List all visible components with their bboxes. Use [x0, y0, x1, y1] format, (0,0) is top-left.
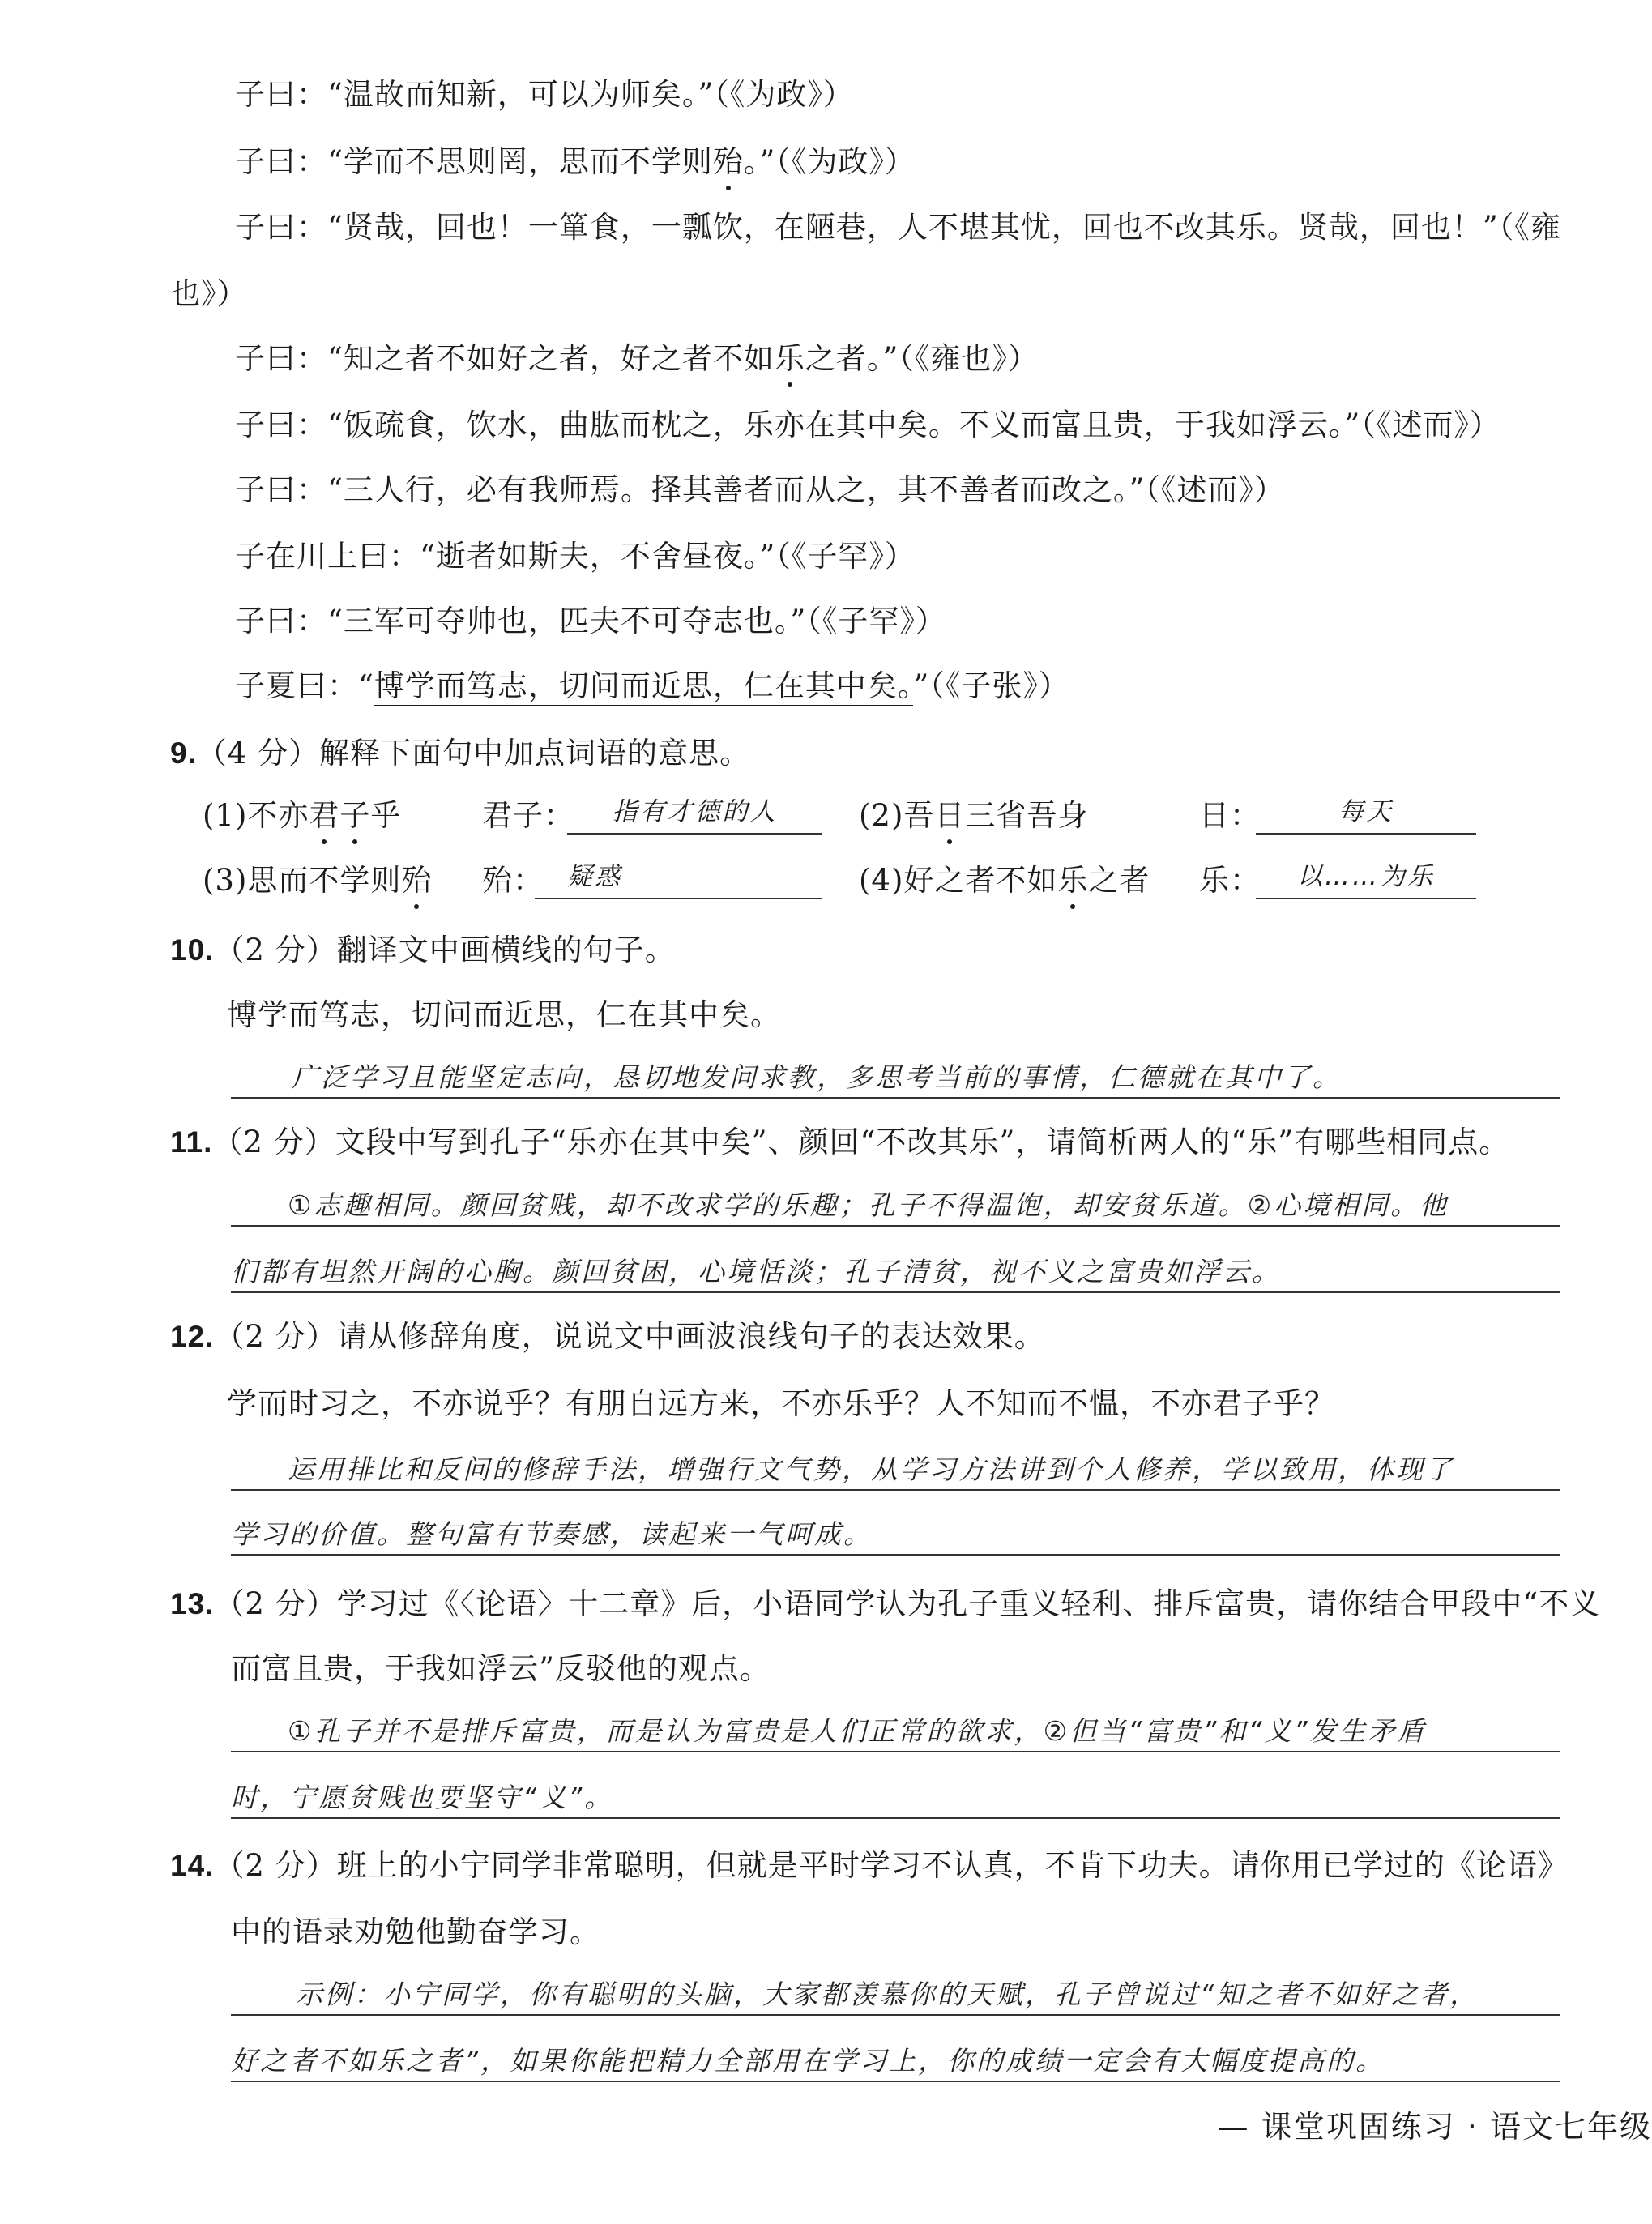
- underlined-sentence: 博学而笃志，切问而近思，仁在其中矣。: [374, 668, 914, 706]
- passage-line-5: 子曰：“知之者不如好之者，好之者不如乐之者。”（《雍也》）: [235, 339, 1039, 379]
- q13-answer-line-2: 时，宁愿贫贱也要坚守“义”。: [231, 1782, 614, 1813]
- q10-sentence: 博学而笃志，切问而近思，仁在其中矣。: [227, 997, 781, 1032]
- q10-answer: 广泛学习且能坚定志向，恳切地发问求教，多思考当前的事情，仁德就在其中了。: [292, 1061, 1342, 1093]
- passage-line-4: 也》）: [170, 276, 248, 311]
- q9-item-3: (3)思而不学则殆: [203, 860, 432, 901]
- passage-line-10: 子夏曰：“博学而笃志，切问而近思，仁在其中矣。”（《子张》）: [235, 666, 1069, 706]
- q14-rule-1: [231, 2014, 1560, 2016]
- passage-line-9: 子曰：“三军可夺帅也，匹夫不可夺志也。”（《子罕》）: [235, 604, 946, 638]
- q13-prompt-cont: 而富且贵，于我如浮云”反驳他的观点。: [231, 1651, 771, 1686]
- q14-rule-2: [231, 2081, 1560, 2082]
- q11-answer-line-1: ①志趣相同。颜回贫贱，却不改求学的乐趣；孔子不得温饱，却安贫乐道。②心境相同。他: [288, 1189, 1449, 1221]
- q13-title: 13.（2 分）学习过《〈论语〉十二章》后，小语同学认为孔子重义轻利、排斥富贵，请你结合甲段中“不义: [170, 1586, 1601, 1621]
- q9-answer-4-line: [1256, 898, 1476, 899]
- q13-answer-line-1: ①孔子并不是排斥富贵，而是认为富贵是人们正常的欲求，②但当“富贵”和“义”发生矛盾: [288, 1715, 1427, 1747]
- q9-answer-3-line: [535, 898, 822, 899]
- q9-answer-1: 指有才德的人: [612, 797, 778, 826]
- passage-line-3: 子曰：“贤哉，回也！一箪食，一瓢饮，在陋巷，人不堪其忧，回也不改其乐。贤哉，回也！”（《雍: [235, 210, 1561, 245]
- q9-answer-2: 每天: [1338, 797, 1394, 826]
- q11-rule-2: [231, 1291, 1560, 1293]
- page-footer: — 课堂巩固练习 · 语文七年级: [1217, 2109, 1652, 2145]
- q14-prompt-cont: 中的语录劝勉他勤奋学习。: [231, 1915, 600, 1949]
- q9-item-2-word: 日：: [1199, 798, 1261, 833]
- passage-line-2: 子曰：“学而不思则罔，思而不学则殆。”（《为政》）: [235, 142, 916, 182]
- q9-answer-1-line: [567, 833, 822, 835]
- q10-title: 10.（2 分）翻译文中画横线的句子。: [170, 933, 676, 967]
- q14-answer-line-2: 好之者不如乐之者”，如果你能把精力全部用在学习上，你的成绩一定会有大幅度提高的。: [231, 2045, 1385, 2077]
- q14-title: 14.（2 分）班上的小宁同学非常聪明，但就是平时学习不认真，不肯下功夫。请你用已学过的《论语》: [170, 1848, 1569, 1883]
- q14-answer-line-1: 示例：小宁同学，你有聪明的头脑，大家都羡慕你的天赋，孔子曾说过“知之者不如好之者，: [296, 1979, 1479, 2010]
- q12-answer-line-1: 运用排比和反问的修辞手法，增强行文气势，从学习方法讲到个人修养，学以致用，体现了: [288, 1453, 1454, 1485]
- q9-item-1: (1)不亦君子乎: [203, 796, 401, 836]
- passage-line-7: 子曰：“三人行，必有我师焉。择其善者而从之，其不善者而改之。”（《述而》）: [235, 472, 1285, 507]
- q13-rule-2: [231, 1817, 1560, 1819]
- passage-line-8: 子在川上曰：“逝者如斯夫，不舍昼夜。”（《子罕》）: [235, 539, 916, 574]
- q12-answer-line-2: 学习的价值。整句富有节奏感，读起来一气呵成。: [231, 1518, 873, 1550]
- q9-item-4-word: 乐：: [1199, 863, 1261, 898]
- q9-item-2: (2)吾日三省吾身: [859, 796, 1088, 836]
- q9-item-1-word: 君子：: [482, 798, 574, 833]
- q9-answer-2-line: [1256, 833, 1476, 835]
- q9-item-3-word: 殆：: [482, 863, 544, 898]
- q9-answer-4: 以……为乐: [1297, 862, 1435, 891]
- q9-title: 9.（4 分）解释下面句中加点词语的意思。: [170, 736, 751, 771]
- q12-rule-1: [231, 1489, 1560, 1491]
- q11-title: 11.（2 分）文段中写到孔子“乐亦在其中矣”、颜回“不改其乐”，请简析两人的“乐”有哪些相同点。: [170, 1125, 1510, 1159]
- passage-line-1: 子曰：“温故而知新，可以为师矣。”（《为政》）: [235, 77, 854, 112]
- q12-sentence: 学而时习之，不亦说乎？有朋自远方来，不亦乐乎？人不知而不愠，不亦君子乎？: [227, 1386, 1335, 1421]
- q12-rule-2: [231, 1554, 1560, 1556]
- q9-item-4: (4)好之者不如乐之者: [859, 860, 1150, 901]
- q10-answer-line: [231, 1097, 1560, 1099]
- q9-answer-3: 疑惑: [567, 862, 622, 891]
- q11-rule-1: [231, 1225, 1560, 1227]
- q13-rule-1: [231, 1751, 1560, 1752]
- passage-line-6: 子曰：“饭疏食，饮水，曲肱而枕之，乐亦在其中矣。不义而富且贵，于我如浮云。”（《述而》）: [235, 408, 1500, 442]
- q12-title: 12.（2 分）请从修辞角度，说说文中画波浪线句子的表达效果。: [170, 1319, 1045, 1354]
- q11-answer-line-2: 们都有坦然开阔的心胸。颜回贫困，心境恬淡；孔子清贫，视不义之富贵如浮云。: [231, 1256, 1281, 1287]
